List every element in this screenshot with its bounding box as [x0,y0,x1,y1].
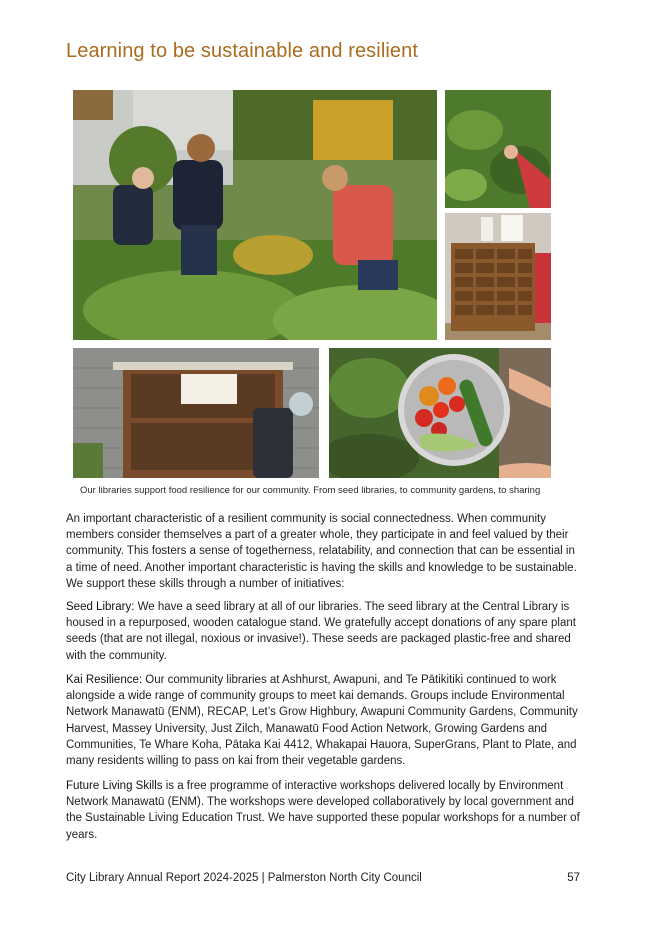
future-living-skills-paragraph [66,778,584,843]
seed-library-text: We have a seed library at all of our libraries. The seed library at the Central Library is housed in a repurposed, wooden catalogue stand. We gratefully accept donations of any spare plant seeds (that are not illegal, noxious or invasive!). These seeds are packaged plastic-free and shared with the community. [66,601,576,662]
kai-resilience-paragraph [66,672,584,769]
garden-photo [73,90,437,340]
kai-resilience-text: Our community libraries at Ashhurst, Awapuni, and Te Pātikitiki continued to work alongside a wide range of community groups to meet kai demands. Groups include Environmental Network Manawatū (ENM), RECAP, Let’s Grow Highbury, Awapuni Community Gardens, Community Harvest, Massey University, Just Zilch, Manawatū Food Action Network, Growing Gardens and Communities, Te Whare Koha, Pātaka Kai 4412, Whakapai Hauora, SuperGrans, Plant to Plate, and many residents willing to pass on kai from their vegetable gardens. [66,674,578,768]
plant-closeup-photo [445,90,551,208]
page-number: 57 [567,872,580,884]
intro-paragraph: An important characteristic of a resilient community is social connectedness. When community members consider themselves a part of a greater whole, they participate in and feel valued by their community. This fosters a sense of togetherness, relatability, and connection that can be essential in a time of need. Another important characteristic is having the skills and knowledge to be sustainable. We support these skills through a number of initiatives: [66,513,577,590]
seed-library-stand-photo [445,213,551,340]
future-living-skills-text: is a free programme of interactive workshops delivered locally by Environment Network Manawatū (ENM). The workshops were developed collaboratively by local government and the Sustainable Living Education Trust. We have supported these popular workshops for a number of years. [66,780,580,841]
page-footer [66,872,580,884]
vegetable-bowl-photo [329,348,551,478]
page-title: Learning to be sustainable and resilient [66,40,419,62]
future-living-skills-term: Future Living Skills [66,780,163,792]
footer-report-title: City Library Annual Report 2024-2025 | Palmerston North City Council [66,872,422,884]
photo-caption: Our libraries support food resilience for our community. From seed libraries, to community gardens, to sharing [80,485,541,496]
seed-library-paragraph [66,599,584,664]
food-pantry-photo [73,348,319,478]
seed-library-term: Seed Library: [66,601,135,613]
kai-resilience-term: Kai Resilience: [66,674,143,686]
